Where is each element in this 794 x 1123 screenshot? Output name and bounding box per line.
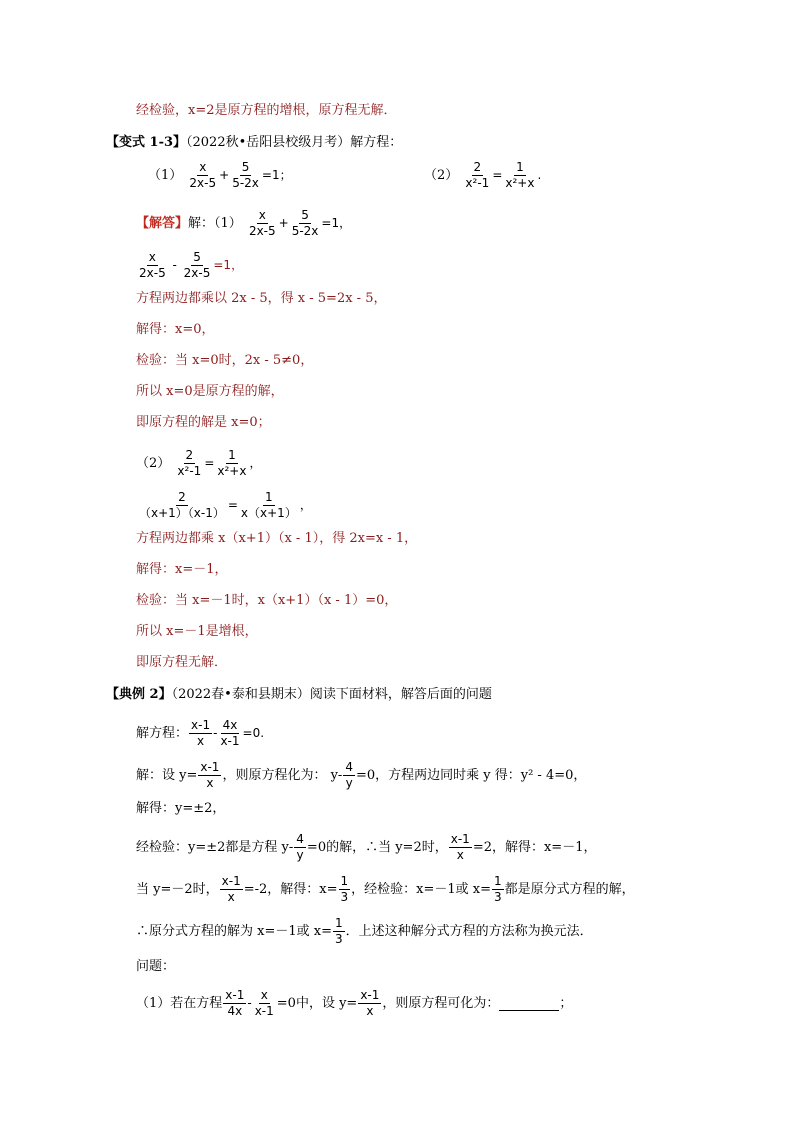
fraction bbox=[247, 208, 278, 239]
numerator: 1 bbox=[265, 490, 273, 504]
answer-part-2 bbox=[136, 448, 261, 479]
text: ，经检验：x=－1或 x= bbox=[351, 882, 491, 897]
fraction bbox=[290, 208, 321, 239]
example-check-1 bbox=[136, 832, 596, 863]
denominator: x bbox=[456, 848, 464, 862]
denominator: 2x-5 bbox=[139, 266, 166, 280]
question-heading: 问题： bbox=[136, 959, 176, 974]
operator: + bbox=[219, 168, 230, 182]
denominator: 4x bbox=[227, 1004, 243, 1018]
operator: - bbox=[213, 726, 218, 740]
numerator: 5 bbox=[193, 250, 201, 264]
denominator: y bbox=[345, 776, 353, 790]
denominator: x-1 bbox=[220, 734, 240, 748]
fraction bbox=[239, 490, 299, 521]
fraction bbox=[137, 490, 227, 521]
numerator: 1 bbox=[334, 916, 343, 930]
operator: = bbox=[204, 456, 215, 470]
fraction bbox=[253, 988, 276, 1019]
numerator: 4 bbox=[345, 760, 353, 774]
step-check-2: 检验：当 x=－1时，x（x+1）（x - 1）=0， bbox=[136, 593, 398, 608]
fraction bbox=[463, 160, 491, 191]
example-2-heading bbox=[106, 684, 492, 706]
example-equation bbox=[136, 718, 264, 749]
text: =0中，设 y= bbox=[276, 996, 358, 1011]
fraction bbox=[189, 718, 212, 749]
part-2-index: （2） bbox=[136, 456, 171, 471]
numerator: 4 bbox=[296, 832, 304, 846]
text: 都是原分式方程的解， bbox=[504, 882, 635, 897]
text: 解：设 y= bbox=[136, 768, 198, 783]
fraction bbox=[358, 988, 381, 1019]
equation-tail: =1， bbox=[213, 258, 244, 272]
fraction bbox=[503, 160, 536, 191]
text: =2，解得：x=－1， bbox=[472, 840, 597, 855]
text: ∴原分式方程的解为 x=－1或 x= bbox=[136, 924, 332, 939]
denominator: x bbox=[197, 734, 205, 748]
numerator: 5 bbox=[241, 160, 250, 174]
equation-tail: =1， bbox=[321, 216, 352, 230]
answer-label: 【解答】 bbox=[136, 216, 189, 231]
fraction bbox=[182, 250, 213, 281]
operator: - bbox=[168, 258, 181, 272]
fraction bbox=[137, 250, 168, 281]
step-conclude: 所以 x=0是原方程的解， bbox=[136, 384, 284, 399]
problem-1-index: （1） bbox=[148, 168, 183, 183]
denominator: 2x-5 bbox=[248, 224, 276, 238]
problem-2-index: （2） bbox=[424, 168, 459, 183]
fraction bbox=[218, 718, 241, 749]
text: 经检验：y=±2都是方程 y- bbox=[136, 840, 294, 855]
denominator: 5-2x bbox=[291, 224, 319, 238]
problem-2 bbox=[424, 160, 541, 191]
fraction bbox=[215, 448, 248, 479]
denominator: x bbox=[206, 776, 214, 790]
fraction bbox=[449, 832, 472, 863]
example-label: 【典例 2】 bbox=[106, 687, 172, 702]
fraction bbox=[343, 760, 355, 791]
question-1 bbox=[136, 988, 572, 1019]
numerator: 2 bbox=[185, 448, 194, 462]
fraction bbox=[294, 832, 306, 863]
fraction bbox=[175, 448, 203, 479]
text: ，则原方程化为： y- bbox=[222, 768, 343, 783]
numerator: x bbox=[258, 208, 266, 222]
answer-blank[interactable] bbox=[499, 996, 559, 1011]
numerator: x-1 bbox=[450, 832, 470, 846]
denominator: 2x-5 bbox=[183, 266, 211, 280]
equation-tail: ， bbox=[299, 498, 312, 512]
example-conclusion bbox=[136, 916, 593, 947]
denominator: 2x-5 bbox=[189, 176, 217, 190]
denominator: x²-1 bbox=[177, 464, 202, 478]
denominator: 3 bbox=[494, 890, 502, 904]
step-multiply-2: 方程两边都乘 x（x+1）（x - 1），得 2x=x - 1， bbox=[136, 531, 418, 546]
denominator: x bbox=[227, 890, 235, 904]
numerator: x bbox=[199, 160, 207, 174]
numerator: 2 bbox=[178, 490, 186, 504]
step-multiply: 方程两边都乘以 2x - 5，得 x - 5=2x - 5， bbox=[136, 291, 387, 306]
denominator: x bbox=[366, 1004, 374, 1018]
equation-tail: =1； bbox=[261, 168, 292, 182]
fraction bbox=[198, 760, 221, 791]
step-solve-2: 解得：x=－1， bbox=[136, 562, 228, 577]
numerator: 5 bbox=[301, 208, 309, 222]
operator: = bbox=[227, 498, 238, 512]
text: =0的解，∴当 y=2时， bbox=[306, 840, 448, 855]
fraction bbox=[492, 874, 504, 905]
variant-label: 【变式 1-3】 bbox=[106, 135, 187, 150]
fraction bbox=[333, 916, 345, 947]
variant-1-3-heading bbox=[106, 132, 402, 154]
example-solve: 解得：y=±2， bbox=[136, 801, 226, 816]
operator: = bbox=[492, 168, 503, 182]
numerator: x-1 bbox=[191, 718, 211, 732]
denominator: x²+x bbox=[505, 176, 535, 190]
equation-tail: =0. bbox=[242, 726, 265, 740]
text: ．上述这种解分式方程的方法称为换元法． bbox=[345, 924, 593, 939]
denominator: 5-2x bbox=[232, 176, 259, 190]
numerator: x-1 bbox=[360, 988, 380, 1002]
numerator: 1 bbox=[516, 160, 524, 174]
example-check-2 bbox=[136, 874, 635, 905]
numerator: x-1 bbox=[200, 760, 220, 774]
answer-line-1 bbox=[136, 208, 351, 239]
denominator: x（x+1） bbox=[240, 506, 297, 520]
text: =-2，解得：x= bbox=[243, 882, 338, 897]
step-answer: 即原方程的解是 x=0； bbox=[136, 415, 271, 430]
step-conclude-2: 所以 x=－1是增根， bbox=[136, 624, 258, 639]
denominator: x-1 bbox=[254, 1004, 274, 1018]
denominator: x²+x bbox=[217, 464, 247, 478]
numerator: 1 bbox=[228, 448, 236, 462]
conclusion-line: 经检验，x=2是原方程的增根，原方程无解． bbox=[136, 103, 397, 118]
operator: - bbox=[247, 996, 252, 1010]
numerator: 4x bbox=[222, 718, 238, 732]
text: ； bbox=[559, 996, 573, 1011]
step-check: 检验：当 x=0时，2x - 5≠0， bbox=[136, 353, 314, 368]
fraction bbox=[187, 160, 218, 191]
fraction bbox=[339, 874, 351, 905]
equation-tail: . bbox=[537, 168, 542, 182]
numerator: x-1 bbox=[225, 988, 245, 1002]
fraction bbox=[223, 988, 246, 1019]
numerator: x bbox=[260, 988, 268, 1002]
denominator: 3 bbox=[340, 890, 349, 904]
numerator: 2 bbox=[473, 160, 482, 174]
equation-tail: ， bbox=[249, 456, 262, 470]
answer-intro: 解：（1） bbox=[188, 216, 242, 231]
text: （1）若在方程 bbox=[136, 996, 223, 1011]
problem-1 bbox=[148, 160, 292, 191]
text: ，则原方程可化为： bbox=[382, 996, 500, 1011]
step-solve: 解得：x=0， bbox=[136, 322, 215, 337]
text: =0，方程两边同时乘 y 得：y² - 4=0， bbox=[355, 768, 587, 783]
denominator: 3 bbox=[334, 932, 343, 946]
numerator: x-1 bbox=[221, 874, 241, 888]
answer-part-2-factored bbox=[136, 490, 312, 521]
numerator: 1 bbox=[494, 874, 502, 888]
fraction bbox=[230, 160, 261, 191]
denominator: y bbox=[296, 848, 304, 862]
operator: + bbox=[278, 216, 289, 230]
variant-source: （2022秋•岳阳县校级月考）解方程： bbox=[186, 135, 403, 150]
numerator: x bbox=[148, 250, 156, 264]
fraction bbox=[220, 874, 243, 905]
example-source: （2022春•泰和县期末）阅读下面材料，解答后面的问题 bbox=[171, 687, 492, 702]
text: 当 y=－2时， bbox=[136, 882, 219, 897]
answer-line-2 bbox=[136, 250, 243, 281]
step-answer-2: 即原方程无解． bbox=[136, 655, 228, 670]
denominator: x²-1 bbox=[465, 176, 490, 190]
denominator: （x+1）（x-1） bbox=[139, 506, 225, 520]
example-prefix: 解方程： bbox=[136, 726, 189, 741]
numerator: 1 bbox=[340, 874, 349, 888]
example-substitution bbox=[136, 760, 586, 791]
